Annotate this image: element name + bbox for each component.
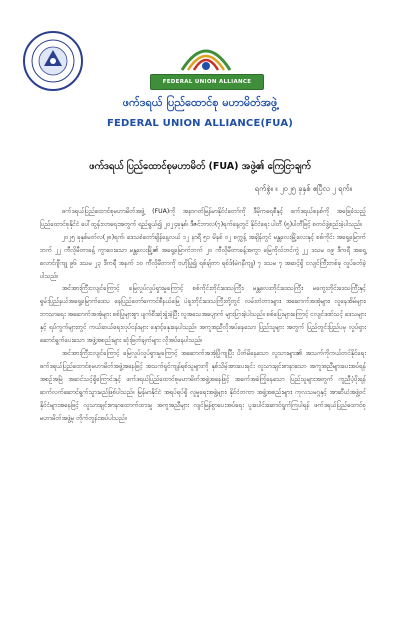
statement-body: [40, 206, 366, 425]
paragraph: အင်အားကြီးငလျင်ကြောင့် မြေလှုပ်လှုပ်ရှားမှုကြောင့် စစ်ကိုင်းတိုင်းဒေသကြီး၊ မန္တလေးတိုင်းဒေသကြီး၊ မကွေးတိုင်းဒေသကြီးနှင့် ရှမ်းပြည်နယ်အရှေ့မြောက်ဒေသ နေပြည်တော်ကောင်စီနယ်မြေ ပဲခူးတိုင်းဒေသကြီးတို့တွင် လမ်းတံတားများ၊ အဆောက်အအုံများ၊ လူနေအိမ်များ၊ ဘာသာရေး အဆောက်အအုံများ စစ်ပြုများစွာ ပျက်စီးဆုံးရှုံးခဲ့ပြီး လူအသေအပျောက် များပြားခဲ့ပါသည်။ စစ်ပြေးများကြောင့် ငလျင်ဒဏ်သင့် ဒေသများနှင့် ရပ်ကွက်များတွင် ကယ်ဆယ်ရေးလုပ်ငန်းများ နှောင့်နှေးနေပါသည်။ အကူအညီလိုအပ်နေသော ပြည်သူများ အတွက် ပြည်တွင်းပြည်ပမှ လှုပ်ရှားဆောင်ရွက်ပေးသော အဖွဲ့အစည်းများ ဆုံးဖြတ်ချက်များ လိုအပ်နေပါသည်။: [40, 285, 366, 345]
alliance-emblem-icon: [176, 36, 236, 76]
organization-name-burmese: ဖက်ဒရယ် ပြည်ထောင်စု မဟာမိတ်အဖွဲ့: [122, 96, 278, 109]
organization-name-english: FEDERAL UNION ALLIANCE(FUA): [106, 118, 294, 129]
paragraph: ဖက်ဒရယ်ပြည်ထောင်စုမဟာမိတ်အဖွဲ့ (FUA)ကို အနာဂတ်မြန်မာနိုင်ငံတော်ကို ဒီမိုကရေစီနှင့် ဖက်ဒရယ်စနစ်ကို အခြေခံသည့် ပြည်ထောင်စုနိုင်ငံ ပေါ်ထွန်းလာရေးအတွက် ရည်ရွယ်၍ ၂၀၂၄ခုနှစ်၊ ဒီဇင်ဘာလ(၇)ရက်နေ့တွင် နိုင်ငံရေး ပါတီ (၅)ပါတီဖြင့် စတင်ဖွဲ့စည်းခဲ့ပါသည်။: [40, 208, 366, 228]
statement-date: ရက်စွဲ။ ။ ၂၀၂၅ ခုနှစ် ဧပြီလ ၂ ရက်။: [254, 184, 352, 193]
logo-text: FEDERAL UNION ALLIANCE: [162, 79, 252, 85]
organization-seal-icon: [22, 30, 84, 92]
logo-banner: [150, 74, 264, 90]
paragraph: အင်အားကြီးငလျင်ကြောင့် မြေလှုပ်လှုပ်ရှားမှုကြောင့် အဆောက်အအုံပြိုကျပြီး ပိတ်မိနေသော လူသားများ၏ အသက်ကိုကယ်တင်နိုင်ရေး ဖက်ဒရယ်ပြည်ထောင်စုမဟာမိတ်အဖွဲ့အနေဖြင့် အသက်ရှင်ကျန်ရစ်သူများကို နှစ်သိမ့်အားပေးရင်း လူသားချင်းစာနာသော အကူအညီများပေးအပ်ရန် အစဉ်အမြဲ အဆင်သင့်ရှိကြောင်းနှင့် ဖက်ဒရယ်ပြည်ထောင်စုမဟာမိတ်အဖွဲ့အနေဖြင့် အခက်အခဲကြုံနေသော ပြည်သူများအတွက် ကူညီပံ့ပိုးရန် ဆက်လက်ဆောင်ရွက်သွားမည်ဖြစ်ပါသည်။ မြန်မာနိုင်ငံ အရပ်ရပ်ရှိ လူမှုရေးအဖွဲ့များ၊ နိုင်ငံတကာ အဖွဲ့အစည်းများ၊ ကုလသမဂ္ဂနှင့် အာဆီယံအဖွဲ့ဝင်နိုင်ငံများအနေဖြင့် လူသားချင်းစာနာထောက်ထားမှု အကူအညီများ လျင်မြန်စွာပေးအပ်ရေး ပူးပေါင်းဆောင်ရွက်ကြပါရန် ဖက်ဒရယ်ပြည်ထောင်စုမဟာမိတ်အဖွဲ့မှ တိုက်တွန်းအပ်ပါသည်။: [40, 349, 366, 422]
statement-title: ဖက်ဒရယ် ပြည်ထောင်စုမဟာမိတ် (FUA) အဖွဲ့၏ ကြေငြာချက်: [89, 161, 311, 172]
paragraph: ၂၀၂၅ ခုနှစ်မတ်လ(၂၈)ရက်၊ ဒေသစံတော်ချိန်နေ့လယ် ၁၂ နာရီ ၅၁ မိနစ် ၀၂ စက္ကန့် အချိန်တွင် မန္တလေးမြို့လေးနှင့် စစ်ကိုင်း အရှေ့မြောက်ဘက် ၂၂ ကီလိုမီတာခန့် ကွာဝေးသော မန္တလေးမြို့၏ အရှေ့မြောက်ဘက် ၂၀ ကီလိုမီတာခန့်အကွာ မြေကိုလ်ဘင်ကွဲ ၂၂ ဒသမ ၀၉ ဒီကရီ အရှေ့လောင်ဂျီကျု ၉၆ ဒသမ ၂၃ ဒီကရီ အနက် ၁၀ ကီလိုမီတာကို ဗဟိုပြု၍ ရစ်ချ်တာ ရစ်ဒ်(မဲဂနီကျု) ၇ ဒသမ ၇ အဆင့်ရှိ ငလျင်ကြီးတစ်ခု လှုပ်ခတ်ခဲ့ပါသည်။: [40, 233, 366, 280]
